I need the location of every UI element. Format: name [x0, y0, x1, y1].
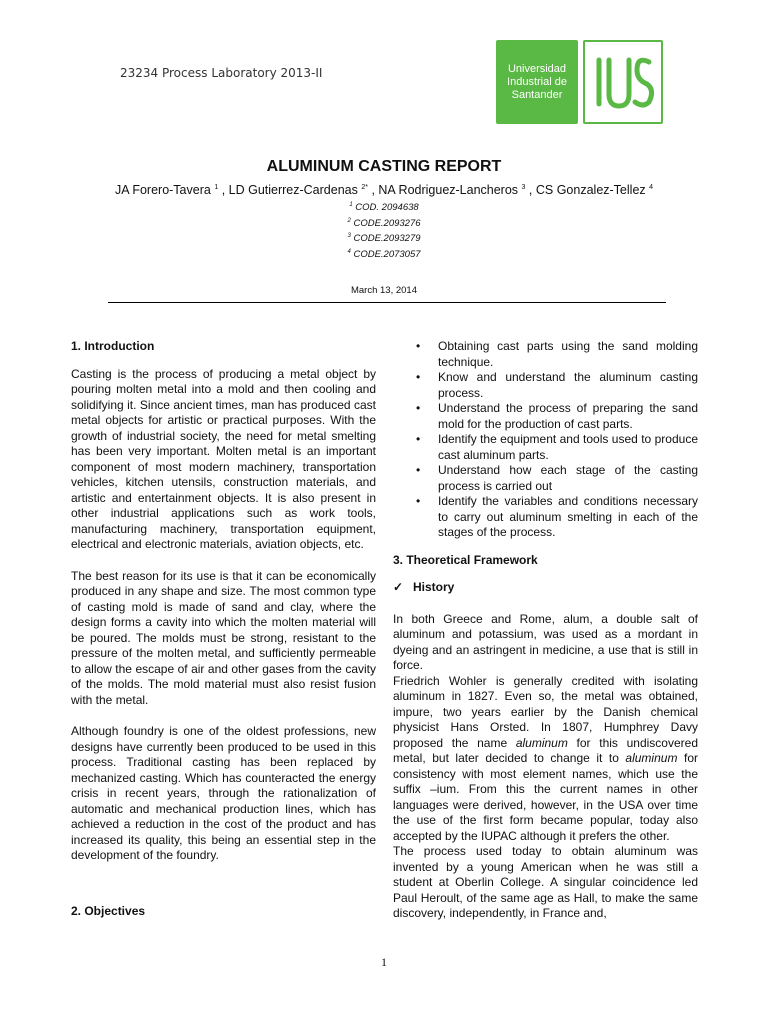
author-sup: 3 — [521, 183, 526, 191]
list-item: • Obtaining cast parts using the sand molding technique. — [393, 339, 698, 370]
paragraph: Although foundry is one of the oldest professions, new designs have currently been produced to be used in this process. Traditional casting has been replaced by mechanized casting. Which has counteracted the energy crisis in recent years, through the rationalization of automatic and mechanical production lines, which has achieved a reduction in the cost of the product and has increased its quality, this being an essential step in the development of the foundry. — [71, 724, 376, 862]
author-code-line — [0, 215, 768, 231]
left-column — [71, 339, 376, 919]
code-sup: 1 — [349, 202, 353, 208]
report-date: March 13, 2014 — [350, 285, 417, 296]
logo-line: Santander — [511, 88, 563, 101]
text-run: for consistency with most element names, which use the suffix –ium. From this the current names in other languages were derived, however, in the USA over time the use of the first form became popular, today also accepted by the IUPAC although it prefers the other. — [393, 751, 698, 843]
code-text: CODE.2093279 — [353, 233, 421, 245]
author-sup: 4 — [649, 183, 654, 191]
text-run: Friedrich Wohler is generally credited with isolating aluminum in 1827. Even so, the metal was obtained, impure, two years earlier by the Danish chemical physicist Hans Orsted. In 1807, Humphrey Davy proposed the name — [393, 673, 698, 750]
paragraph: The process used today to obtain aluminum was invented by a young American when he was still a student at Oberlin College. A singular coincidence led Paul Heroult, of the same age as Hall, to make the same discovery, independently, in France and, — [393, 844, 698, 920]
code-text: COD. 2094638 — [355, 202, 419, 214]
text-run: for this undiscovered metal, but later decided to change it to — [393, 735, 698, 765]
history-heading-text: History — [413, 580, 455, 594]
header-divider — [108, 302, 666, 303]
checkmark-icon: ✓ — [393, 580, 404, 594]
spacer — [71, 708, 376, 724]
section-heading-introduction: 1. Introduction — [71, 339, 155, 353]
university-logo-text — [496, 40, 578, 124]
logo-line: Universidad — [507, 62, 567, 75]
author-codes — [0, 199, 768, 262]
paragraph — [393, 674, 698, 845]
emphasis: aluminum — [515, 735, 568, 750]
author-code-line — [0, 199, 768, 215]
course-label: 23234 Process Laboratory 2013-II — [120, 66, 323, 80]
code-sup: 3 — [347, 233, 351, 240]
code-text: CODE.2093276 — [353, 217, 421, 229]
author-code-line — [0, 230, 768, 246]
list-item: • Identify the variables and conditions necessary to carry out aluminum smelting in each of the stages of the process. — [393, 494, 698, 541]
paragraph: The best reason for its use is that it can be economically produced in any shape and size. The most common type of casting mold is made of sand and clay, where the design forms a cavity into which the molten material will be poured. The molds must be strong, resistant to the pressure of the molten metal, and sufficiently permeable to allow the escape of air and other gases from the cavity of the molds. The mold material must also resist fusion with the metal. — [71, 568, 376, 707]
objectives-list — [393, 339, 698, 541]
list-item: • Understand the process of preparing the sand mold for the production of cast parts. — [393, 401, 698, 432]
author-sup: 2* — [361, 183, 368, 191]
page-number: 1 — [381, 955, 387, 969]
paper-title: ALUMINUM CASTING REPORT — [266, 158, 502, 175]
paragraph: In both Greece and Rome, alum, a double salt of aluminum and potassium, was used as a mordant in dyeing and an astringent in medicine, a use that is still in force. — [393, 611, 698, 672]
spacer — [71, 553, 376, 569]
logo-line: Industrial de — [507, 75, 567, 88]
spacer — [393, 541, 698, 553]
paragraph: Casting is the process of producing a metal object by pouring molten metal into a mold and then cooling and solidifying it. Since ancient times, man has produced cast metal objects for artistic or practical purposes. With the growth of industrial society, the need for metal smelting has been very important. Molten metal is an important component of most modern machinery, transportation vehicles, kitchen utensils, construction materials, and artistic and entertainment objects. It is also present in other industrial applications such as work tools, manufacturing machinery, transportation equipment, electrical and electronic materials, aviation objects, etc. — [71, 366, 376, 551]
author-name: LD Gutierrez-Cardenas — [228, 183, 358, 197]
right-column — [393, 339, 698, 922]
spacer — [393, 568, 698, 580]
section-heading-theoretical-framework: 3. Theoretical Framework — [393, 552, 538, 567]
code-sup: 2 — [347, 217, 351, 224]
spacer — [71, 355, 376, 367]
author-list: JA Forero-Tavera $^1$ , LD Gutierrez-Cardenas $^{2*}$ , NA Rodriguez-Lancheros $^3$ , CS Gonzalez-Tellez $^4$ — [114, 183, 654, 197]
uis-seal-icon — [583, 40, 663, 124]
author-name: NA Rodriguez-Lancheros — [378, 183, 519, 197]
spacer — [393, 596, 698, 612]
subsection-heading-history — [393, 580, 698, 596]
list-item: • Understand how each stage of the casting process is carried out — [393, 463, 698, 494]
author-name: CS Gonzalez-Tellez — [535, 183, 646, 197]
list-item: • Identify the equipment and tools used to produce cast aluminum parts. — [393, 432, 698, 463]
author-sup: 1 — [214, 183, 219, 191]
code-sup: 4 — [347, 248, 351, 255]
section-heading-objectives: 2. Objectives — [71, 903, 146, 918]
list-item: • Know and understand the aluminum casting process. — [393, 370, 698, 401]
spacer — [71, 864, 376, 904]
emphasis: aluminum — [625, 751, 678, 765]
author-code-line — [0, 246, 768, 262]
author-name: JA Forero-Tavera — [114, 183, 211, 197]
code-text: CODE.2073057 — [353, 249, 421, 261]
